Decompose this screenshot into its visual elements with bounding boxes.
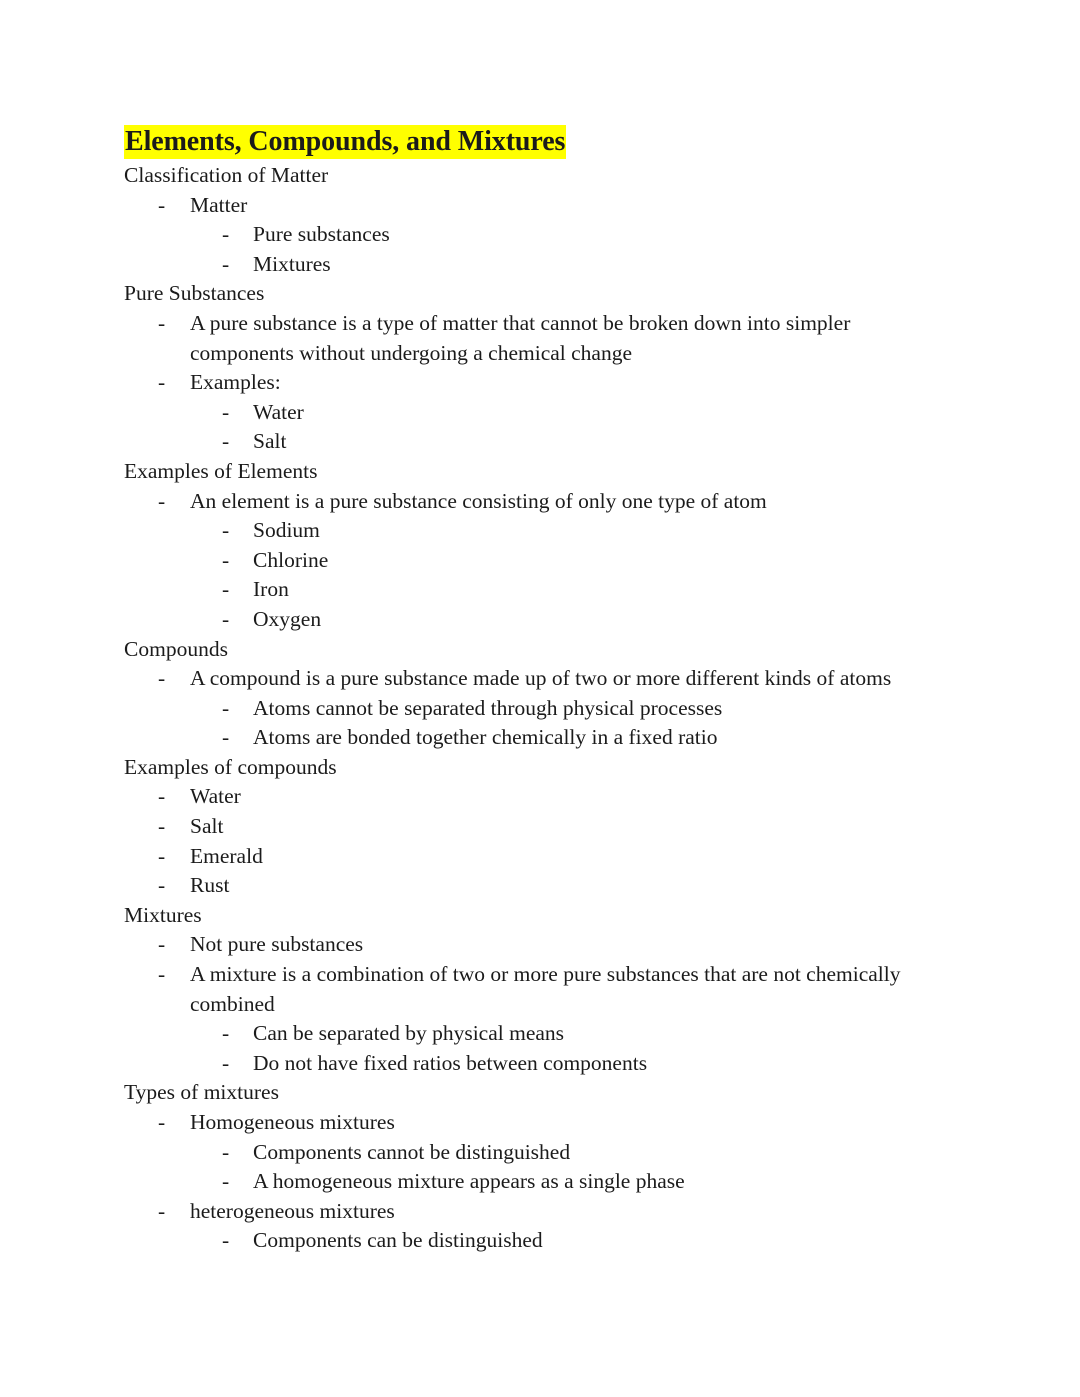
outline-heading-label: Classification of Matter bbox=[124, 163, 329, 187]
outline-item-label: Can be separated by physical means bbox=[253, 1021, 565, 1046]
outline-heading-label: Examples of compounds bbox=[124, 754, 337, 779]
outline-list-item bbox=[124, 575, 934, 605]
outline-item-label: Mixtures bbox=[253, 251, 331, 276]
outline-heading bbox=[124, 635, 934, 665]
outline-item-label: Examples: bbox=[190, 370, 281, 395]
bullet-dash-icon: - bbox=[222, 577, 230, 602]
bullet-dash-icon: - bbox=[222, 1021, 230, 1046]
outline-heading-label: Pure Substances bbox=[124, 281, 265, 306]
outline-list-item bbox=[124, 1226, 934, 1256]
outline-item-label: heterogeneous mixtures bbox=[190, 1198, 395, 1223]
outline-heading bbox=[124, 1078, 934, 1108]
outline-list bbox=[124, 161, 934, 1256]
outline-item-label: Matter bbox=[190, 192, 248, 217]
document-body bbox=[124, 126, 934, 1256]
outline-list-item bbox=[124, 427, 934, 457]
outline-list-item bbox=[124, 1108, 934, 1138]
bullet-dash-icon: - bbox=[158, 192, 166, 217]
outline-item-label: Do not have fixed ratios between components bbox=[253, 1050, 648, 1075]
bullet-dash-icon: - bbox=[158, 932, 166, 957]
outline-item-label: Atoms are bonded together chemically in a fixed ratio bbox=[253, 725, 718, 750]
outline-item-label: Not pure substances bbox=[190, 932, 364, 957]
outline-list-item bbox=[124, 309, 934, 368]
bullet-dash-icon: - bbox=[222, 429, 230, 454]
bullet-dash-icon: - bbox=[222, 399, 230, 424]
outline-item-label: Components can be distinguished bbox=[253, 1228, 543, 1253]
outline-list-item bbox=[124, 605, 934, 635]
outline-item-label: A pure substance is a type of matter that cannot be broken down into simpler components without undergoing a chemical change bbox=[190, 310, 851, 365]
bullet-dash-icon: - bbox=[158, 784, 166, 809]
outline-heading bbox=[124, 901, 934, 931]
outline-list-item bbox=[124, 516, 934, 546]
outline-item-label: Iron bbox=[253, 577, 289, 602]
outline-list-item bbox=[124, 1138, 934, 1168]
bullet-dash-icon: - bbox=[222, 518, 230, 543]
outline-list-item bbox=[124, 842, 934, 872]
outline-list-item bbox=[124, 1197, 934, 1227]
outline-heading-label: Mixtures bbox=[124, 902, 202, 927]
outline-list-item bbox=[124, 191, 934, 221]
bullet-dash-icon: - bbox=[158, 1110, 166, 1134]
bullet-dash-icon: - bbox=[222, 547, 230, 572]
bullet-dash-icon: - bbox=[222, 1139, 230, 1164]
outline-item-label: Emerald bbox=[190, 843, 263, 868]
bullet-dash-icon: - bbox=[158, 843, 166, 868]
outline-list-item bbox=[124, 782, 934, 812]
outline-heading bbox=[124, 161, 934, 191]
outline-list-item bbox=[124, 694, 934, 724]
bullet-dash-icon: - bbox=[222, 222, 230, 247]
outline-item-label: Homogeneous mixtures bbox=[190, 1110, 395, 1134]
bullet-dash-icon: - bbox=[158, 666, 166, 691]
bullet-dash-icon: - bbox=[158, 370, 166, 395]
outline-list-item bbox=[124, 812, 934, 842]
bullet-dash-icon: - bbox=[158, 310, 166, 335]
outline-item-label: Water bbox=[190, 784, 241, 809]
bullet-dash-icon: - bbox=[222, 1228, 230, 1253]
outline-item-label: Atoms cannot be separated through physical processes bbox=[253, 695, 723, 720]
bullet-dash-icon: - bbox=[222, 1169, 230, 1194]
outline-list-item bbox=[124, 1167, 934, 1197]
outline-item-label: A compound is a pure substance made up of two or more different kinds of atoms bbox=[190, 666, 892, 691]
outline-item-label: Components cannot be distinguished bbox=[253, 1139, 571, 1164]
bullet-dash-icon: - bbox=[158, 814, 166, 839]
bullet-dash-icon: - bbox=[158, 1198, 166, 1223]
outline-item-label: An element is a pure substance consisting of only one type of atom bbox=[190, 488, 767, 513]
outline-heading bbox=[124, 457, 934, 487]
bullet-dash-icon: - bbox=[158, 873, 166, 898]
outline-item-label: Water bbox=[253, 399, 304, 424]
outline-list-item bbox=[124, 871, 934, 901]
outline-list-item bbox=[124, 368, 934, 398]
outline-item-label: Rust bbox=[190, 873, 230, 898]
bullet-dash-icon: - bbox=[158, 488, 166, 513]
bullet-dash-icon: - bbox=[222, 251, 230, 276]
outline-item-label: Pure substances bbox=[253, 222, 390, 247]
bullet-dash-icon: - bbox=[222, 606, 230, 631]
outline-heading-label: Examples of Elements bbox=[124, 458, 318, 483]
outline-item-label: Salt bbox=[190, 814, 224, 839]
outline-list-item bbox=[124, 546, 934, 576]
outline-item-label: Oxygen bbox=[253, 606, 322, 631]
outline-item-label: Sodium bbox=[253, 518, 320, 543]
outline-item-label: Salt bbox=[253, 429, 287, 454]
page-title bbox=[124, 126, 934, 158]
outline-list-item bbox=[124, 960, 934, 1019]
bullet-dash-icon: - bbox=[222, 725, 230, 750]
outline-list-item bbox=[124, 220, 934, 250]
outline-list-item bbox=[124, 723, 934, 753]
outline-list-item bbox=[124, 398, 934, 428]
outline-item-label: A mixture is a combination of two or more pure substances that are not chemically combined bbox=[190, 962, 901, 1016]
outline-list-item bbox=[124, 1019, 934, 1049]
outline-list-item bbox=[124, 930, 934, 960]
bullet-dash-icon: - bbox=[158, 962, 166, 987]
outline-list-item bbox=[124, 487, 934, 517]
outline-list-item bbox=[124, 250, 934, 280]
outline-heading bbox=[124, 753, 934, 783]
outline-list-item bbox=[124, 664, 934, 694]
outline-heading bbox=[124, 279, 934, 309]
bullet-dash-icon: - bbox=[222, 695, 230, 720]
outline-list-item bbox=[124, 1049, 934, 1079]
outline-item-label: A homogeneous mixture appears as a single phase bbox=[253, 1169, 685, 1194]
bullet-dash-icon: - bbox=[222, 1050, 230, 1075]
outline-heading-label: Types of mixtures bbox=[124, 1080, 279, 1105]
outline-item-label: Chlorine bbox=[253, 547, 329, 572]
outline-heading-label: Compounds bbox=[124, 636, 228, 661]
page-title-highlight: Elements, Compounds, and Mixtures bbox=[125, 126, 566, 157]
